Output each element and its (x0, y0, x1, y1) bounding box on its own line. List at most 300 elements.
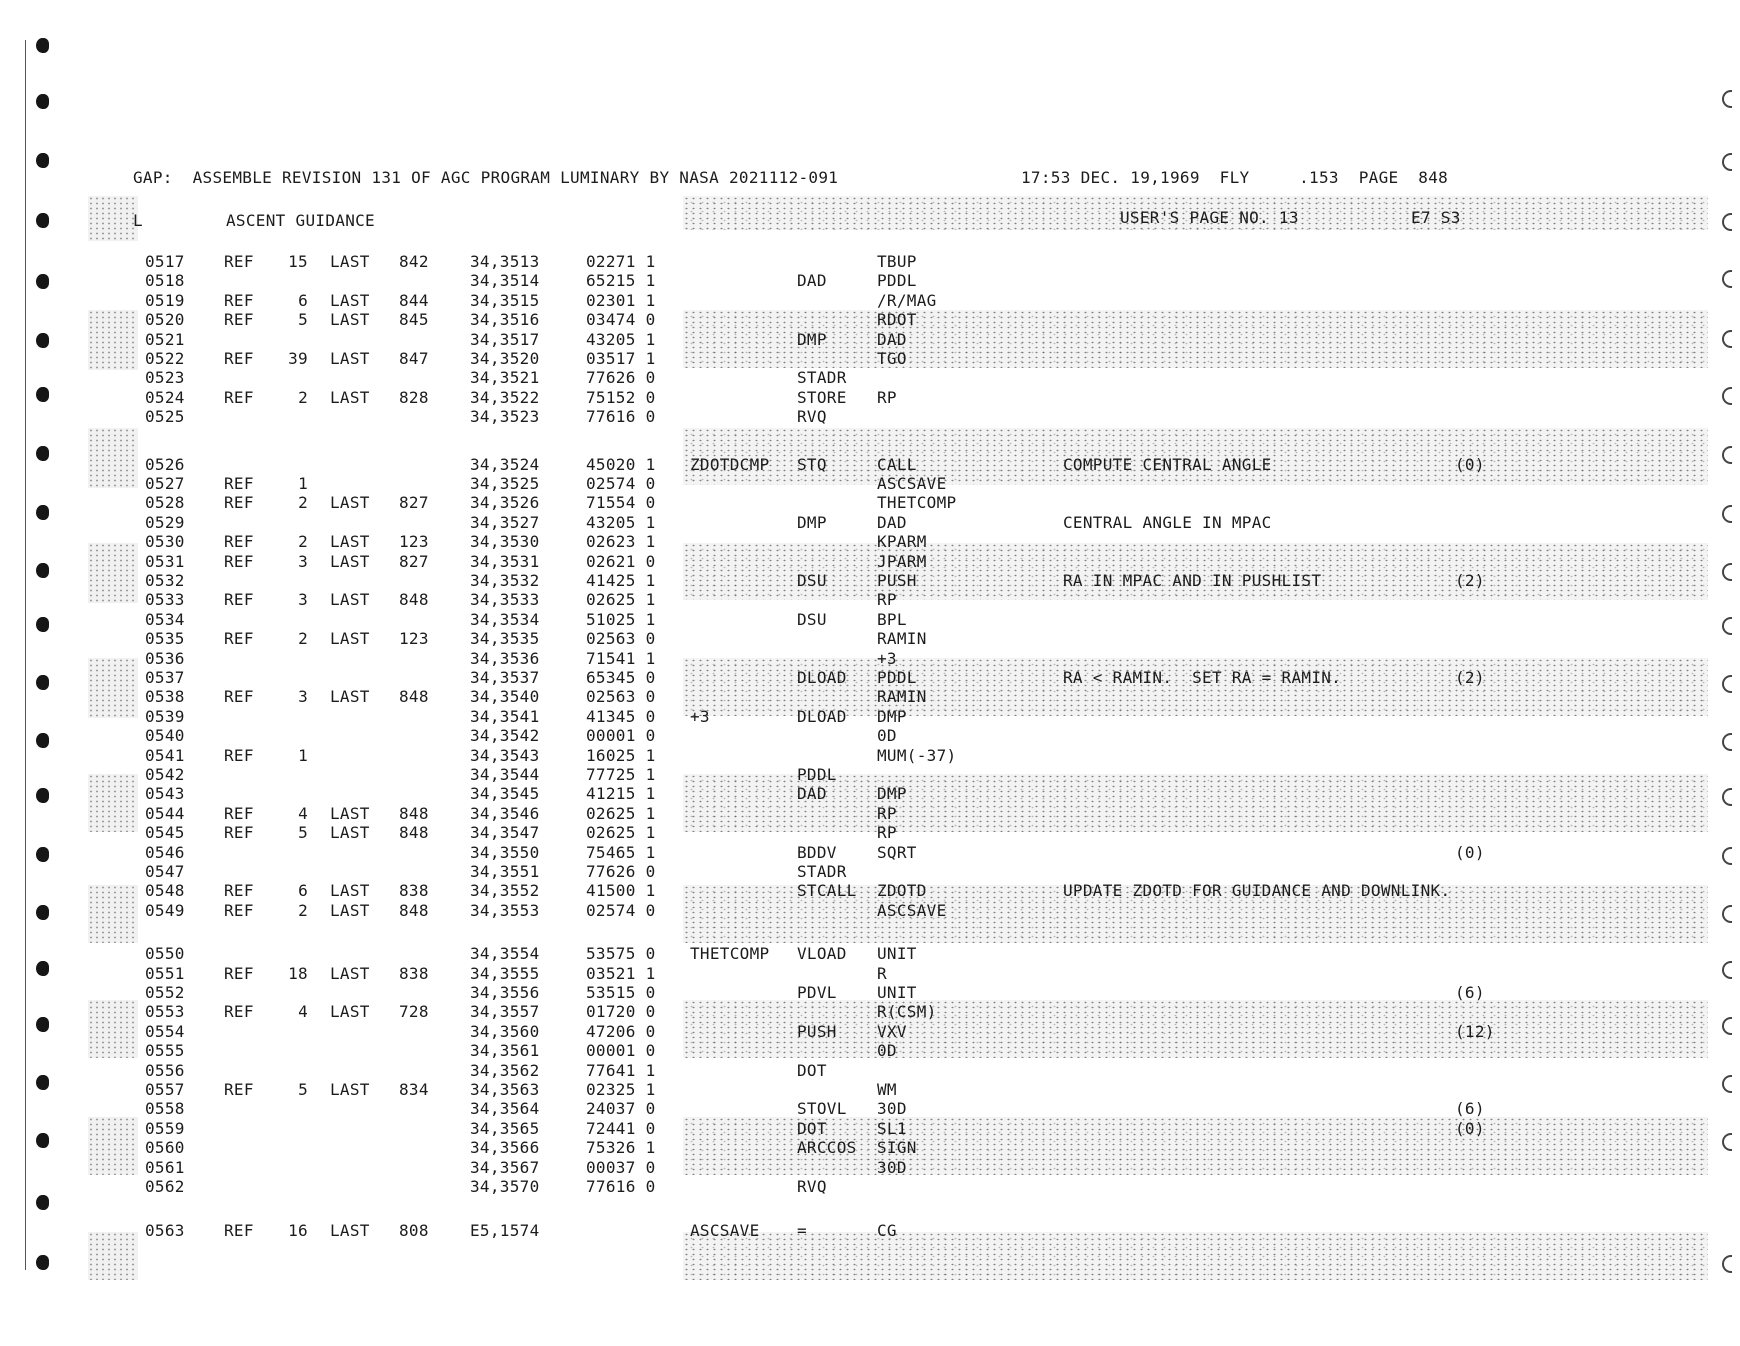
octal-word: 77626 0 (586, 862, 656, 881)
ref-count: 4 (298, 803, 308, 823)
punch-hole-icon (36, 38, 49, 53)
table-row (0, 456, 1740, 474)
page-marker: L (133, 211, 143, 230)
opcode: STCALL (797, 881, 857, 901)
table-row (0, 272, 1740, 290)
ref-keyword: REF (224, 493, 254, 513)
line-number: 0561 (145, 1157, 185, 1177)
octal-word: 75465 1 (586, 842, 656, 862)
last-page: 848 (399, 687, 429, 707)
octal-word: 02621 0 (586, 551, 656, 571)
opcode: DMP (797, 329, 827, 349)
last-keyword: LAST (330, 551, 370, 571)
last-page: 845 (399, 310, 429, 330)
table-row (0, 630, 1740, 648)
opcode: PUSH (797, 1021, 837, 1041)
bank-address: 34,3536 (470, 648, 540, 668)
bank-address: 34,3564 (470, 1099, 540, 1119)
octal-word: 41345 0 (586, 706, 656, 726)
bank-address: 34,3560 (470, 1021, 540, 1041)
bank-address: 34,3563 (470, 1080, 540, 1099)
octal-word: 02574 0 (586, 474, 656, 493)
opcode: BDDV (797, 842, 837, 862)
opcode: RVQ (797, 1177, 827, 1196)
last-keyword: LAST (330, 687, 370, 707)
bank-address: 34,3545 (470, 784, 540, 804)
octal-word: 02625 1 (586, 590, 656, 610)
bank-address: 34,3515 (470, 290, 540, 310)
ref-count: 3 (298, 590, 308, 610)
tractor-notch-icon (1722, 90, 1732, 108)
opcode: STORE (797, 387, 847, 407)
octal-word: 00001 0 (586, 1041, 656, 1061)
line-number: 0540 (145, 726, 185, 746)
bank-address: 34,3542 (470, 726, 540, 746)
octal-word: 71554 0 (586, 493, 656, 513)
octal-word: 53515 0 (586, 983, 656, 1002)
table-row (0, 805, 1740, 823)
ref-count: 3 (298, 687, 308, 707)
table-row (0, 533, 1740, 551)
line-number: 0542 (145, 765, 185, 784)
octal-word: 03474 0 (586, 310, 656, 330)
opcode: DLOAD (797, 706, 847, 726)
last-keyword: LAST (330, 252, 370, 271)
ref-keyword: REF (224, 823, 254, 843)
bank-address: 34,3561 (470, 1041, 540, 1061)
table-row (0, 1178, 1740, 1196)
bank-address: 34,3552 (470, 881, 540, 901)
operand: THETCOMP (877, 493, 957, 513)
octal-word: 00037 0 (586, 1157, 656, 1177)
ref-keyword: REF (224, 590, 254, 610)
operand: RP (877, 803, 897, 823)
table-row (0, 350, 1740, 368)
octal-word: 01720 0 (586, 1002, 656, 1022)
opcode: DMP (797, 512, 827, 532)
table-row (0, 669, 1740, 687)
table-row (0, 1003, 1740, 1021)
pushlist-register: (0) (1455, 454, 1485, 474)
ref-count: 6 (298, 881, 308, 901)
users-page-number: USER'S PAGE NO. 13 (1120, 208, 1299, 227)
comment: RA IN MPAC AND IN PUSHLIST (1063, 571, 1322, 590)
tractor-notch-icon (1722, 1255, 1732, 1273)
line-number: 0517 (145, 252, 185, 271)
bank-address: 34,3537 (470, 668, 540, 687)
table-row (0, 747, 1740, 765)
last-page: 123 (399, 629, 429, 649)
octal-word: 75152 0 (586, 387, 656, 407)
octal-word: 03521 1 (586, 963, 656, 983)
last-page: 848 (399, 590, 429, 610)
table-row (0, 311, 1740, 329)
line-number: 0531 (145, 551, 185, 571)
line-number: 0541 (145, 745, 185, 765)
octal-word: 53575 0 (586, 944, 656, 964)
line-number: 0547 (145, 862, 185, 881)
line-number: 0519 (145, 290, 185, 310)
operand: 0D (877, 1041, 897, 1061)
table-row (0, 1159, 1740, 1177)
pushlist-register: (6) (1455, 983, 1485, 1002)
last-page: 838 (399, 881, 429, 901)
operand: UNIT (877, 983, 917, 1002)
octal-word: 77616 0 (586, 1177, 656, 1196)
operand: RP (877, 590, 897, 610)
line-number: 0560 (145, 1138, 185, 1158)
octal-word: 02563 0 (586, 687, 656, 707)
line-number: 0554 (145, 1021, 185, 1041)
ref-count: 39 (288, 349, 308, 368)
last-keyword: LAST (330, 310, 370, 330)
operand: 30D (877, 1099, 907, 1119)
line-number: 0552 (145, 983, 185, 1002)
last-page: 827 (399, 551, 429, 571)
line-number: 0553 (145, 1002, 185, 1022)
bank-address: 34,3554 (470, 944, 540, 964)
ref-count: 15 (288, 252, 308, 271)
opcode: VLOAD (797, 944, 847, 964)
operand: RDOT (877, 310, 917, 330)
ref-keyword: REF (224, 551, 254, 571)
operand: ASCSAVE (877, 900, 947, 920)
opcode: STADR (797, 368, 847, 388)
bank-address: 34,3565 (470, 1118, 540, 1138)
line-number: 0536 (145, 648, 185, 668)
symbol-label: THETCOMP (690, 944, 770, 964)
bank-address: 34,3526 (470, 493, 540, 513)
tractor-notch-icon (1722, 153, 1732, 171)
operand: ASCSAVE (877, 474, 947, 493)
bank-address: 34,3555 (470, 963, 540, 983)
table-row (0, 688, 1740, 706)
bank-address: 34,3530 (470, 532, 540, 552)
page-code: E7 S3 (1411, 208, 1461, 227)
bank-address: 34,3533 (470, 590, 540, 610)
line-number: 0556 (145, 1060, 185, 1080)
opcode: DOT (797, 1060, 827, 1080)
opcode: STQ (797, 454, 827, 474)
table-row (0, 902, 1740, 920)
bank-address: 34,3534 (470, 609, 540, 629)
last-page: 848 (399, 900, 429, 920)
operand: 30D (877, 1157, 907, 1177)
octal-word: 77626 0 (586, 368, 656, 388)
last-page: 838 (399, 963, 429, 983)
ref-keyword: REF (224, 349, 254, 368)
line-number: 0523 (145, 368, 185, 388)
line-number: 0528 (145, 493, 185, 513)
octal-word: 03517 1 (586, 349, 656, 368)
bank-address: 34,3540 (470, 687, 540, 707)
symbol-label: ASCSAVE (690, 1221, 760, 1241)
line-number: 0557 (145, 1080, 185, 1099)
operand: R(CSM) (877, 1002, 937, 1022)
table-row (0, 408, 1740, 426)
table-row (0, 1100, 1740, 1118)
bank-address: 34,3514 (470, 271, 540, 291)
ref-count: 2 (298, 629, 308, 649)
ref-keyword: REF (224, 963, 254, 983)
bank-address: 34,3521 (470, 368, 540, 388)
octal-word: 02625 1 (586, 803, 656, 823)
bank-address: 34,3517 (470, 329, 540, 349)
last-page: 808 (399, 1221, 429, 1241)
bank-address: 34,3532 (470, 571, 540, 590)
operand: MUM(-37) (877, 745, 957, 765)
last-keyword: LAST (330, 823, 370, 843)
line-number: 0549 (145, 900, 185, 920)
line-number: 0530 (145, 532, 185, 552)
bank-address: 34,3550 (470, 842, 540, 862)
last-keyword: LAST (330, 1002, 370, 1022)
operand: UNIT (877, 944, 917, 964)
bank-address: 34,3566 (470, 1138, 540, 1158)
last-page: 844 (399, 290, 429, 310)
table-row (0, 824, 1740, 842)
last-keyword: LAST (330, 963, 370, 983)
bank-address: 34,3553 (470, 900, 540, 920)
bank-address: 34,3531 (470, 551, 540, 571)
ref-keyword: REF (224, 532, 254, 552)
octal-word: 00001 0 (586, 726, 656, 746)
operand: KPARM (877, 532, 927, 552)
bank-address: E5,1574 (470, 1221, 540, 1241)
operand: DMP (877, 706, 907, 726)
line-number: 0527 (145, 474, 185, 493)
bank-address: 34,3567 (470, 1157, 540, 1177)
last-keyword: LAST (330, 881, 370, 901)
line-number: 0555 (145, 1041, 185, 1061)
table-row (0, 844, 1740, 862)
pushlist-register: (0) (1455, 842, 1485, 862)
ref-count: 1 (298, 745, 308, 765)
punch-hole-icon (36, 94, 49, 109)
octal-word: 02563 0 (586, 629, 656, 649)
comment: CENTRAL ANGLE IN MPAC (1063, 512, 1272, 532)
tractor-notch-icon (1722, 213, 1732, 231)
octal-word: 02574 0 (586, 900, 656, 920)
line-number: 0558 (145, 1099, 185, 1119)
octal-word: 77616 0 (586, 407, 656, 427)
table-row (0, 572, 1740, 590)
ref-count: 6 (298, 290, 308, 310)
operand: BPL (877, 609, 907, 629)
table-row (0, 785, 1740, 803)
octal-word: 51025 1 (586, 609, 656, 629)
operand: RP (877, 823, 897, 843)
ref-count: 2 (298, 493, 308, 513)
octal-word: 71541 1 (586, 648, 656, 668)
listing-header: GAP: ASSEMBLE REVISION 131 OF AGC PROGRAM LUMINARY BY NASA 2021112-091 (133, 168, 839, 187)
ref-keyword: REF (224, 803, 254, 823)
punch-hole-icon (36, 213, 49, 228)
opcode: DSU (797, 609, 827, 629)
opcode: DOT (797, 1118, 827, 1138)
symbol-label: ZDOTDCMP (690, 454, 770, 474)
last-page: 848 (399, 803, 429, 823)
ref-keyword: REF (224, 310, 254, 330)
operand: RAMIN (877, 687, 927, 707)
operand: PDDL (877, 668, 917, 687)
line-number: 0538 (145, 687, 185, 707)
last-page: 842 (399, 252, 429, 271)
bank-address: 34,3524 (470, 454, 540, 474)
bank-address: 34,3523 (470, 407, 540, 427)
operand: PUSH (877, 571, 917, 590)
table-row (0, 292, 1740, 310)
operand: DAD (877, 329, 907, 349)
bank-address: 34,3535 (470, 629, 540, 649)
line-number: 0533 (145, 590, 185, 610)
ref-keyword: REF (224, 745, 254, 765)
table-row (0, 965, 1740, 983)
line-number: 0529 (145, 512, 185, 532)
table-row (0, 389, 1740, 407)
line-number: 0546 (145, 842, 185, 862)
operand: DAD (877, 512, 907, 532)
symbol-label: +3 (690, 706, 710, 726)
octal-word: 41215 1 (586, 784, 656, 804)
last-keyword: LAST (330, 590, 370, 610)
table-row (0, 1222, 1740, 1240)
last-keyword: LAST (330, 900, 370, 920)
last-keyword: LAST (330, 387, 370, 407)
octal-word: 02623 1 (586, 532, 656, 552)
last-keyword: LAST (330, 629, 370, 649)
octal-word: 02301 1 (586, 290, 656, 310)
line-number: 0562 (145, 1177, 185, 1196)
bank-address: 34,3570 (470, 1177, 540, 1196)
opcode: DSU (797, 571, 827, 590)
octal-word: 65215 1 (586, 271, 656, 291)
line-number: 0520 (145, 310, 185, 330)
ref-count: 18 (288, 963, 308, 983)
ref-count: 1 (298, 474, 308, 493)
ref-count: 4 (298, 1002, 308, 1022)
opcode: PDDL (797, 765, 837, 784)
ref-keyword: REF (224, 881, 254, 901)
octal-word: 75326 1 (586, 1138, 656, 1158)
opcode: DLOAD (797, 668, 847, 687)
paper-band (88, 196, 138, 241)
operand: DMP (877, 784, 907, 804)
line-number: 0518 (145, 271, 185, 291)
ref-count: 3 (298, 551, 308, 571)
operand: +3 (877, 648, 897, 668)
comment: UPDATE ZDOTD FOR GUIDANCE AND DOWNLINK. (1063, 881, 1451, 901)
last-page: 728 (399, 1002, 429, 1022)
line-number: 0543 (145, 784, 185, 804)
pushlist-register: (12) (1455, 1021, 1495, 1041)
ref-count: 2 (298, 900, 308, 920)
table-row (0, 1081, 1740, 1099)
last-page: 834 (399, 1080, 429, 1099)
operand: VXV (877, 1021, 907, 1041)
bank-address: 34,3546 (470, 803, 540, 823)
punch-hole-icon (36, 1195, 49, 1210)
line-number: 0551 (145, 963, 185, 983)
line-number: 0539 (145, 706, 185, 726)
octal-word: 77725 1 (586, 765, 656, 784)
opcode: = (797, 1221, 807, 1241)
pushlist-register: (2) (1455, 668, 1485, 687)
table-row (0, 727, 1740, 745)
octal-word: 41500 1 (586, 881, 656, 901)
opcode: DAD (797, 271, 827, 291)
line-number: 0532 (145, 571, 185, 590)
bank-address: 34,3513 (470, 252, 540, 271)
operand: /R/MAG (877, 290, 937, 310)
opcode: RVQ (797, 407, 827, 427)
table-row (0, 945, 1740, 963)
last-keyword: LAST (330, 493, 370, 513)
line-number: 0526 (145, 454, 185, 474)
ref-keyword: REF (224, 687, 254, 707)
ref-count: 5 (298, 1080, 308, 1099)
last-keyword: LAST (330, 349, 370, 368)
line-number: 0550 (145, 944, 185, 964)
table-row (0, 1120, 1740, 1138)
pushlist-register: (2) (1455, 571, 1485, 590)
octal-word: 02271 1 (586, 252, 656, 271)
octal-word: 02325 1 (586, 1080, 656, 1099)
opcode: STOVL (797, 1099, 847, 1119)
operand: WM (877, 1080, 897, 1099)
operand: SL1 (877, 1118, 907, 1138)
table-row (0, 514, 1740, 532)
last-keyword: LAST (330, 532, 370, 552)
octal-word: 65345 0 (586, 668, 656, 687)
operand: RAMIN (877, 629, 927, 649)
octal-word: 77641 1 (586, 1060, 656, 1080)
opcode: STADR (797, 862, 847, 881)
opcode: ARCCOS (797, 1138, 857, 1158)
octal-word: 02625 1 (586, 823, 656, 843)
punch-hole-icon (36, 1255, 49, 1270)
ref-keyword: REF (224, 252, 254, 271)
octal-word: 43205 1 (586, 512, 656, 532)
bank-address: 34,3543 (470, 745, 540, 765)
table-row (0, 1042, 1740, 1060)
bank-address: 34,3516 (470, 310, 540, 330)
last-page: 123 (399, 532, 429, 552)
bank-address: 34,3520 (470, 349, 540, 368)
table-row (0, 650, 1740, 668)
operand: 0D (877, 726, 897, 746)
line-number: 0548 (145, 881, 185, 901)
bank-address: 34,3544 (470, 765, 540, 784)
table-row (0, 1023, 1740, 1041)
table-row (0, 331, 1740, 349)
octal-word: 24037 0 (586, 1099, 656, 1119)
table-row (0, 253, 1740, 271)
line-number: 0534 (145, 609, 185, 629)
last-page: 848 (399, 823, 429, 843)
line-number: 0544 (145, 803, 185, 823)
table-row (0, 766, 1740, 784)
table-row (0, 1139, 1740, 1157)
last-keyword: LAST (330, 290, 370, 310)
bank-address: 34,3556 (470, 983, 540, 1002)
ref-count: 5 (298, 823, 308, 843)
table-row (0, 591, 1740, 609)
operand: R (877, 963, 887, 983)
table-row (0, 369, 1740, 387)
table-row (0, 553, 1740, 571)
ref-keyword: REF (224, 387, 254, 407)
